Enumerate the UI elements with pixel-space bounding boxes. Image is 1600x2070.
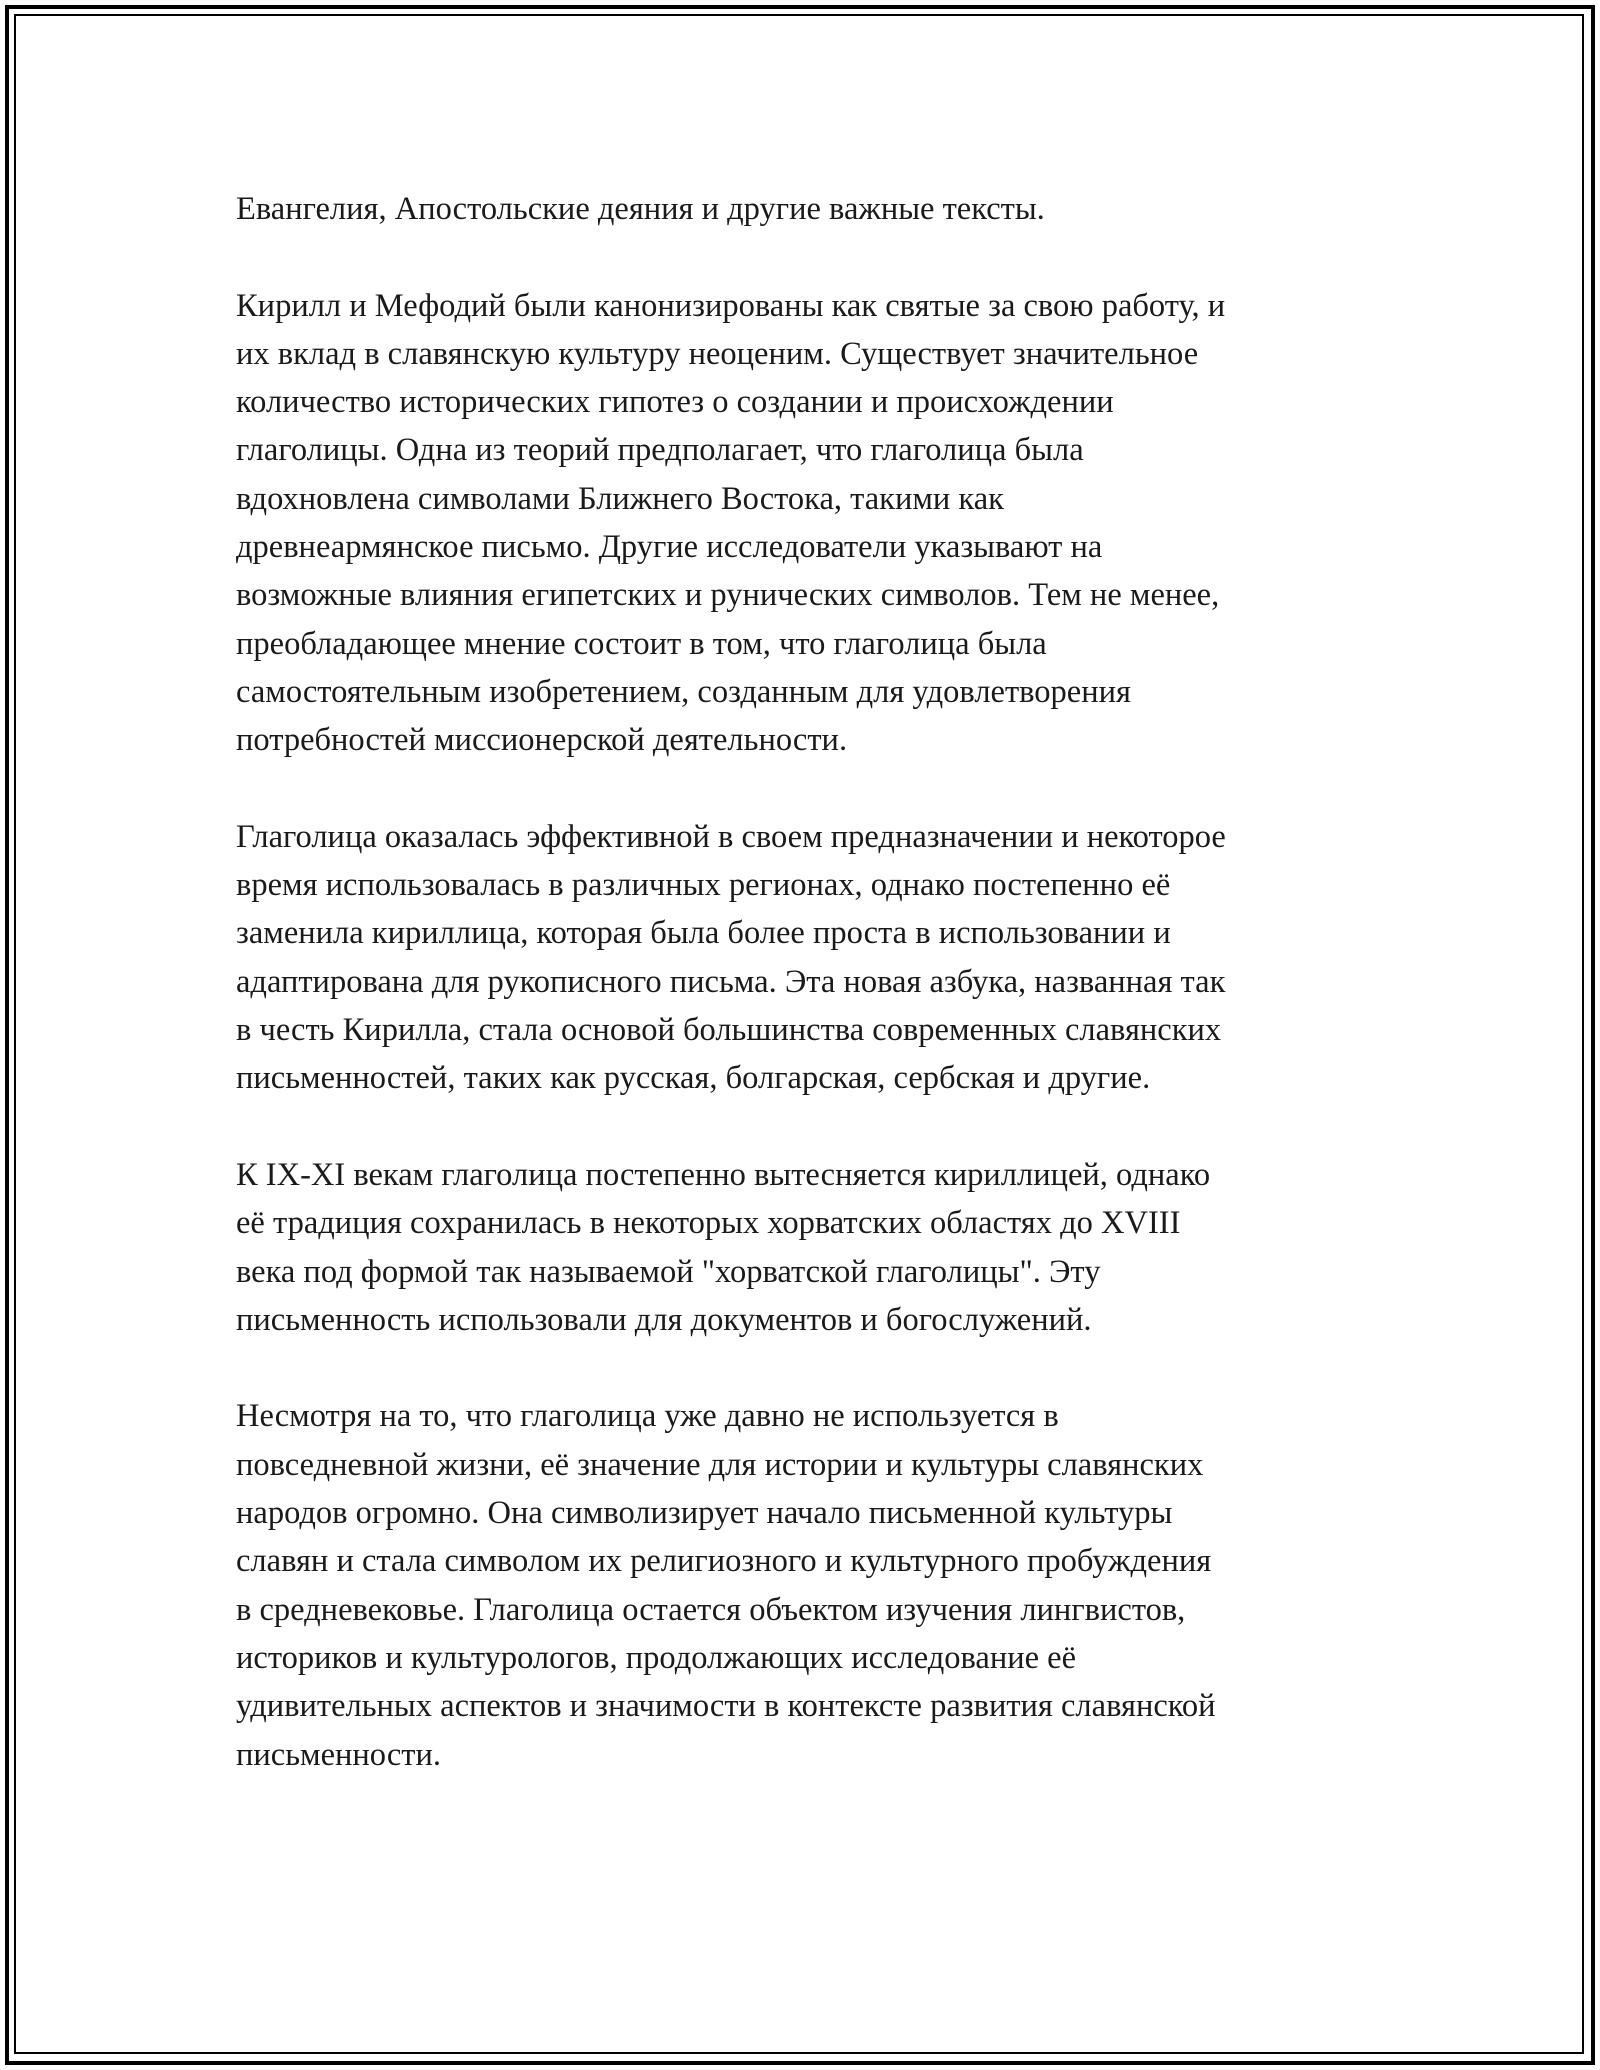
text-line: письменностей, таких как русская, болгарская, сербская и другие. [236, 1060, 1151, 1097]
text-line: Евангелия, Апостольские деяния и другие важные тексты. [236, 191, 1045, 227]
paragraph-spacer [236, 1344, 1366, 1392]
text-line: их вклад в славянскую культуру неоценим. Существует значительное [236, 335, 1199, 372]
text-line: количество исторических гипотез о создании и происхождении [236, 384, 1114, 421]
text-line: самостоятельным изобретением, созданным для удовлетворения [236, 673, 1131, 710]
text-line: возможные влияния египетских и рунических символов. Тем не менее, [236, 577, 1220, 614]
paragraph-2 [236, 282, 1366, 765]
text-line: века под формой так называемой "хорватской глаголицы". Эту [236, 1253, 1101, 1290]
text-line: потребностей миссионерской деятельности. [236, 722, 848, 759]
text-line: повседневной жизни, её значение для истории и культуры славянских [236, 1446, 1204, 1483]
paragraph-spacer [236, 765, 1366, 813]
paragraph-5 [236, 1392, 1366, 1778]
text-line: Кирилл и Мефодий были канонизированы как святые за свою работу, и [236, 287, 1226, 324]
text-line: время использовалась в различных регионах, однако постепенно её [236, 867, 1171, 904]
text-line: удивительных аспектов и значимости в контексте развития славянской [236, 1688, 1216, 1725]
document-body [236, 185, 1366, 1779]
text-line: Глаголица оказалась эффективной в своем предназначении и некоторое [236, 818, 1226, 855]
text-line: К IX-XI векам глаголица постепенно вытесняется кириллицей, однако [236, 1156, 1211, 1193]
text-line: письменность использовали для документов и богослужений. [236, 1301, 1092, 1338]
text-line: в честь Кирилла, стала основой большинства современных славянских [236, 1012, 1222, 1049]
text-line: письменности. [236, 1736, 442, 1773]
paragraph-3 [236, 813, 1366, 1103]
text-line: заменила кириллица, которая была более проста в использовании и [236, 915, 1171, 952]
text-line: народов огромно. Она символизирует начало письменной культуры [236, 1495, 1173, 1532]
paragraph-spacer [236, 1103, 1366, 1151]
text-line: славян и стала символом их религиозного и культурного пробуждения [236, 1543, 1212, 1580]
text-line: древнеармянское письмо. Другие исследователи указывают на [236, 529, 1103, 566]
text-line: глаголицы. Одна из теорий предполагает, что глаголица была [236, 432, 1084, 469]
text-line: преобладающее мнение состоит в том, что глаголица была [236, 625, 1047, 662]
text-line: адаптирована для рукописного письма. Эта новая азбука, названная так [236, 963, 1226, 1000]
text-line: историков и культурологов, продолжающих исследование её [236, 1639, 1077, 1676]
text-line: её традиция сохранилась в некоторых хорватских областях до XVIII [236, 1205, 1181, 1242]
paragraph-spacer [236, 233, 1366, 281]
text-line: в средневековье. Глаголица остается объектом изучения лингвистов, [236, 1591, 1186, 1628]
text-line: вдохновлена символами Ближнего Востока, такими как [236, 480, 1004, 517]
paragraph-1 [236, 185, 1366, 233]
paragraph-4 [236, 1151, 1366, 1344]
text-line: Несмотря на то, что глаголица уже давно не используется в [236, 1398, 1059, 1435]
